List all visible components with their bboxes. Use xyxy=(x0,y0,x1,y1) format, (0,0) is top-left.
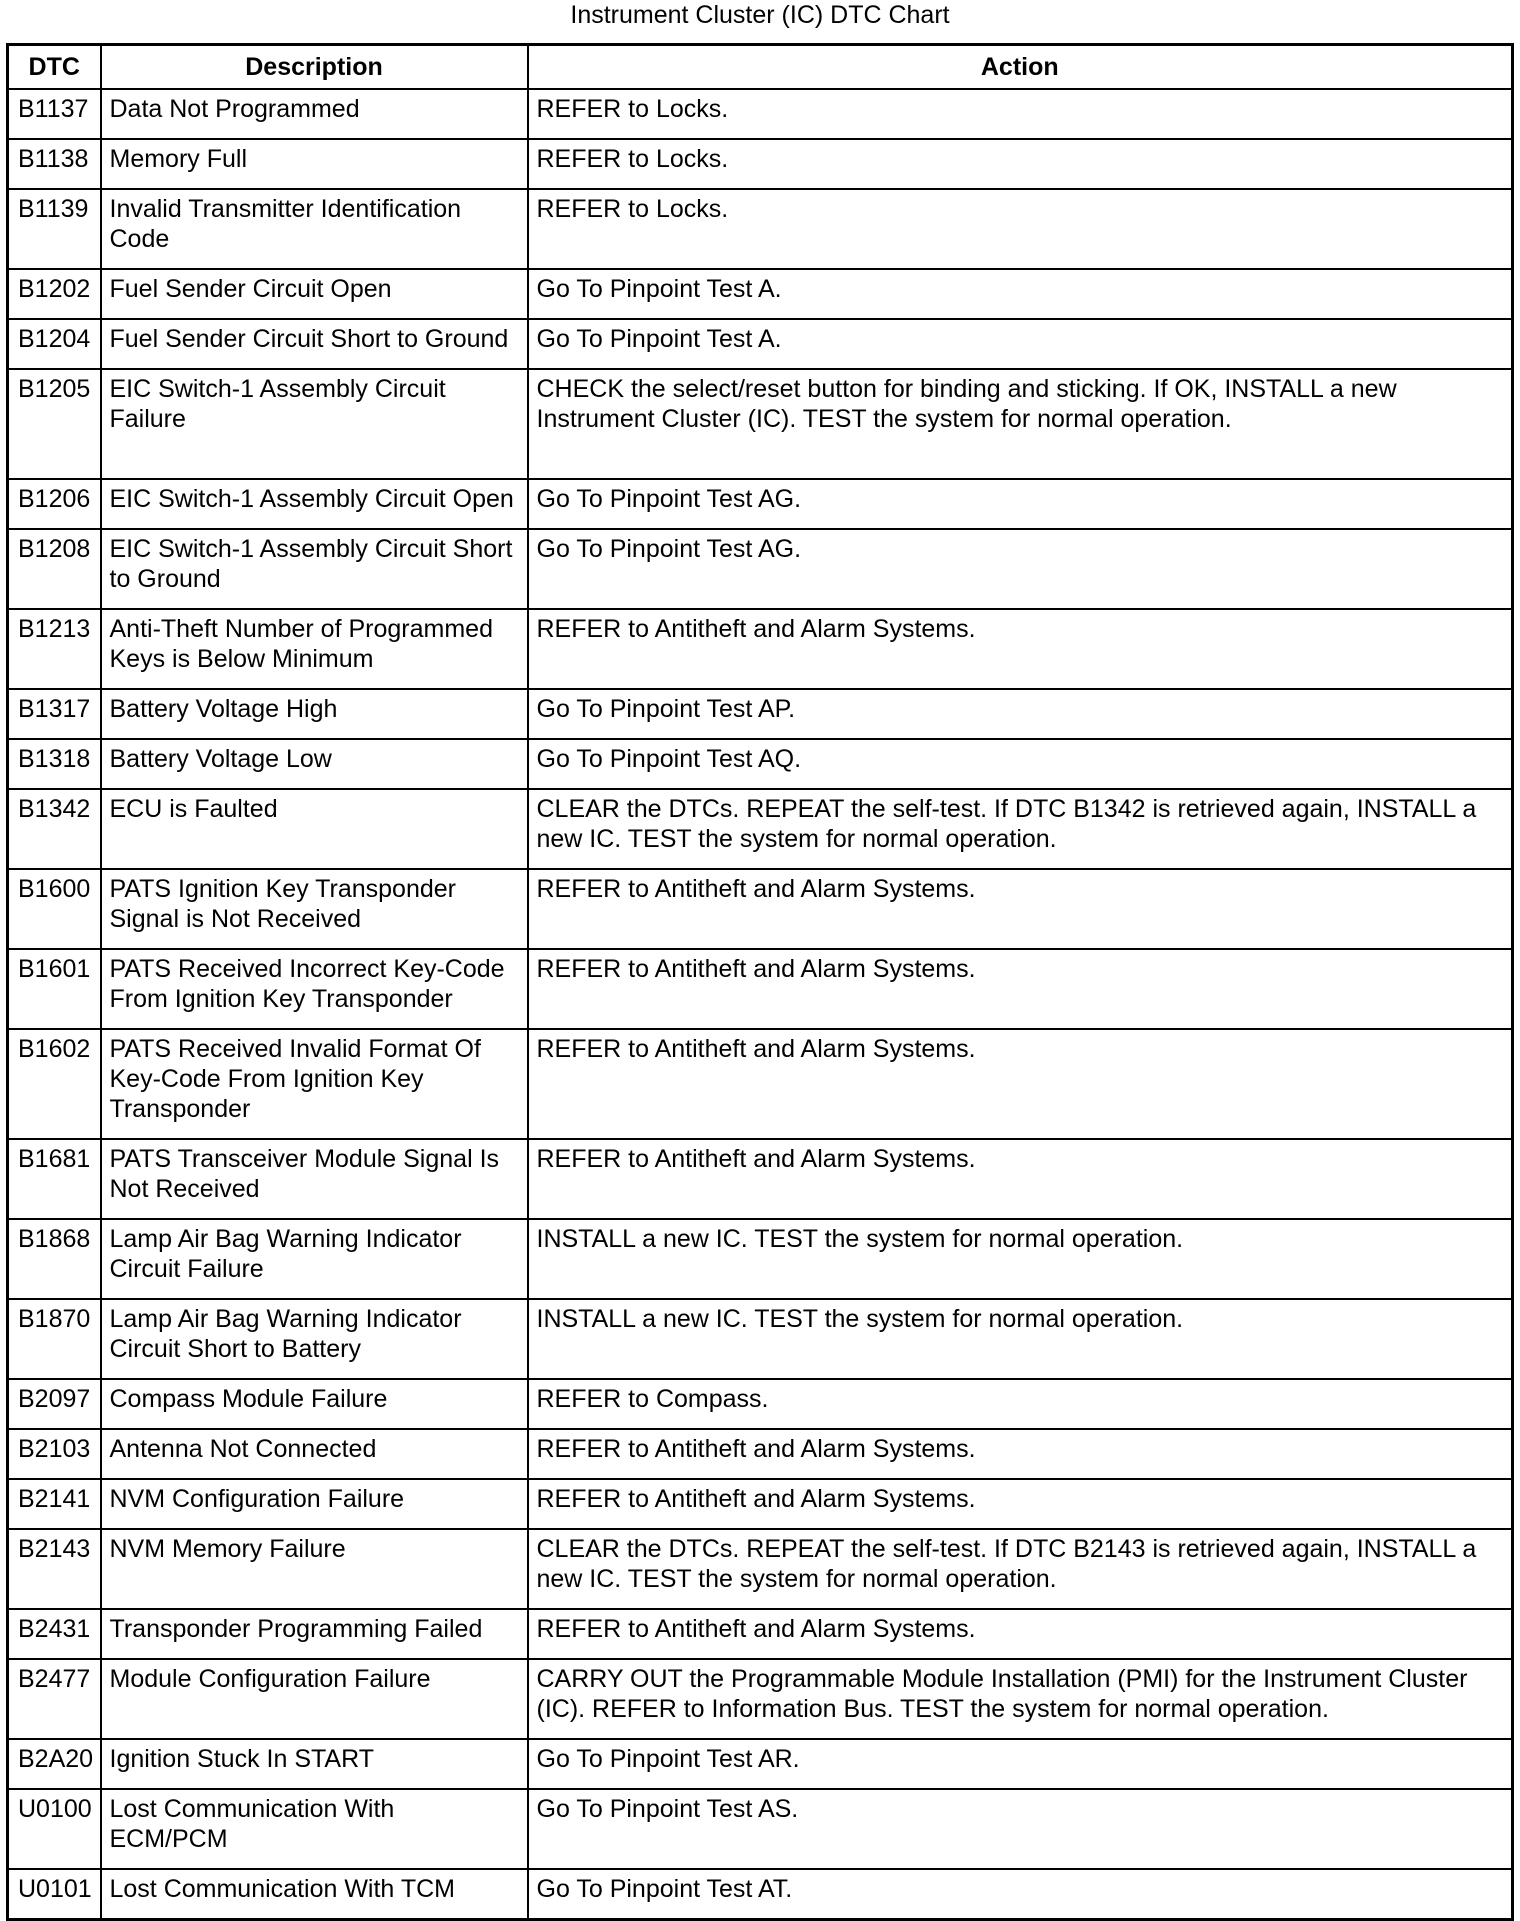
action-cell: Go To Pinpoint Test AR. xyxy=(528,1739,1513,1789)
description-cell: PATS Received Incorrect Key-Code From Ignition Key Transponder xyxy=(101,949,528,1029)
table-row xyxy=(8,1529,1513,1609)
action-cell: REFER to Antitheft and Alarm Systems. xyxy=(528,869,1513,949)
dtc-code-cell: B1208 xyxy=(8,529,101,609)
description-cell: Transponder Programming Failed xyxy=(101,1609,528,1659)
dtc-table xyxy=(6,43,1514,1921)
action-cell: CLEAR the DTCs. REPEAT the self-test. If DTC B2143 is retrieved again, INSTALL a new IC. TEST the system for normal operation. xyxy=(528,1529,1513,1609)
table-row xyxy=(8,319,1513,369)
description-cell: Fuel Sender Circuit Short to Ground xyxy=(101,319,528,369)
description-cell: Anti-Theft Number of Programmed Keys is Below Minimum xyxy=(101,609,528,689)
description-cell: EIC Switch-1 Assembly Circuit Failure xyxy=(101,369,528,479)
description-cell: EIC Switch-1 Assembly Circuit Open xyxy=(101,479,528,529)
dtc-code-cell: U0100 xyxy=(8,1789,101,1869)
action-cell: REFER to Locks. xyxy=(528,139,1513,189)
description-cell: Lamp Air Bag Warning Indicator Circuit Failure xyxy=(101,1219,528,1299)
action-cell: Go To Pinpoint Test AG. xyxy=(528,529,1513,609)
description-cell: Lost Communication With TCM xyxy=(101,1869,528,1920)
dtc-code-cell: B1342 xyxy=(8,789,101,869)
table-row xyxy=(8,689,1513,739)
dtc-code-cell: B2143 xyxy=(8,1529,101,1609)
dtc-code-cell: B1318 xyxy=(8,739,101,789)
dtc-code-cell: B1317 xyxy=(8,689,101,739)
action-cell: REFER to Antitheft and Alarm Systems. xyxy=(528,1029,1513,1139)
table-row xyxy=(8,1139,1513,1219)
action-cell: REFER to Antitheft and Alarm Systems. xyxy=(528,1609,1513,1659)
description-cell: Lamp Air Bag Warning Indicator Circuit Short to Battery xyxy=(101,1299,528,1379)
description-cell: Ignition Stuck In START xyxy=(101,1739,528,1789)
column-header-action: Action xyxy=(528,45,1513,90)
page-title: Instrument Cluster (IC) DTC Chart xyxy=(570,1,950,29)
table-row xyxy=(8,1659,1513,1739)
description-cell: EIC Switch-1 Assembly Circuit Short to Ground xyxy=(101,529,528,609)
table-row xyxy=(8,609,1513,689)
table-row xyxy=(8,1029,1513,1139)
dtc-code-cell: B2097 xyxy=(8,1379,101,1429)
dtc-code-cell: B1870 xyxy=(8,1299,101,1379)
table-row xyxy=(8,1479,1513,1529)
dtc-code-cell: B1602 xyxy=(8,1029,101,1139)
action-cell: Go To Pinpoint Test AP. xyxy=(528,689,1513,739)
dtc-code-cell: B1681 xyxy=(8,1139,101,1219)
column-header-dtc: DTC xyxy=(8,45,101,90)
description-cell: Data Not Programmed xyxy=(101,89,528,139)
table-row xyxy=(8,1869,1513,1920)
description-cell: Compass Module Failure xyxy=(101,1379,528,1429)
action-cell: INSTALL a new IC. TEST the system for normal operation. xyxy=(528,1219,1513,1299)
description-cell: ECU is Faulted xyxy=(101,789,528,869)
dtc-code-cell: B1206 xyxy=(8,479,101,529)
table-row xyxy=(8,739,1513,789)
description-cell: Fuel Sender Circuit Open xyxy=(101,269,528,319)
description-cell: NVM Memory Failure xyxy=(101,1529,528,1609)
action-cell: REFER to Antitheft and Alarm Systems. xyxy=(528,609,1513,689)
action-cell: CHECK the select/reset button for binding and sticking. If OK, INSTALL a new Instrument Cluster (IC). TEST the system for normal operation. xyxy=(528,369,1513,479)
dtc-code-cell: B1204 xyxy=(8,319,101,369)
description-cell: Antenna Not Connected xyxy=(101,1429,528,1479)
dtc-code-cell: B1600 xyxy=(8,869,101,949)
dtc-code-cell: B1139 xyxy=(8,189,101,269)
action-cell: Go To Pinpoint Test AT. xyxy=(528,1869,1513,1920)
table-row xyxy=(8,1379,1513,1429)
action-cell: CLEAR the DTCs. REPEAT the self-test. If DTC B1342 is retrieved again, INSTALL a new IC. TEST the system for normal operation. xyxy=(528,789,1513,869)
description-cell: Module Configuration Failure xyxy=(101,1659,528,1739)
table-row xyxy=(8,949,1513,1029)
table-row xyxy=(8,479,1513,529)
description-cell: Invalid Transmitter Identification Code xyxy=(101,189,528,269)
table-row xyxy=(8,1789,1513,1869)
column-header-description: Description xyxy=(101,45,528,90)
action-cell: Go To Pinpoint Test A. xyxy=(528,319,1513,369)
action-cell: INSTALL a new IC. TEST the system for normal operation. xyxy=(528,1299,1513,1379)
description-cell: PATS Received Invalid Format Of Key-Code From Ignition Key Transponder xyxy=(101,1029,528,1139)
dtc-code-cell: B1205 xyxy=(8,369,101,479)
description-cell: Battery Voltage Low xyxy=(101,739,528,789)
table-row xyxy=(8,529,1513,609)
table-row xyxy=(8,89,1513,139)
table-row xyxy=(8,1609,1513,1659)
dtc-code-cell: B2A20 xyxy=(8,1739,101,1789)
table-row xyxy=(8,1219,1513,1299)
description-cell: PATS Ignition Key Transponder Signal is Not Received xyxy=(101,869,528,949)
action-cell: REFER to Locks. xyxy=(528,189,1513,269)
action-cell: REFER to Antitheft and Alarm Systems. xyxy=(528,1429,1513,1479)
table-row xyxy=(8,189,1513,269)
dtc-code-cell: B1137 xyxy=(8,89,101,139)
description-cell: PATS Transceiver Module Signal Is Not Received xyxy=(101,1139,528,1219)
action-cell: REFER to Locks. xyxy=(528,89,1513,139)
dtc-code-cell: B2141 xyxy=(8,1479,101,1529)
action-cell: Go To Pinpoint Test A. xyxy=(528,269,1513,319)
table-row xyxy=(8,369,1513,479)
dtc-code-cell: B2431 xyxy=(8,1609,101,1659)
action-cell: REFER to Compass. xyxy=(528,1379,1513,1429)
dtc-code-cell: B2103 xyxy=(8,1429,101,1479)
dtc-code-cell: B2477 xyxy=(8,1659,101,1739)
table-row xyxy=(8,1429,1513,1479)
table-row xyxy=(8,139,1513,189)
description-cell: Battery Voltage High xyxy=(101,689,528,739)
action-cell: REFER to Antitheft and Alarm Systems. xyxy=(528,949,1513,1029)
dtc-code-cell: B1601 xyxy=(8,949,101,1029)
table-row xyxy=(8,1299,1513,1379)
description-cell: Lost Communication With ECM/PCM xyxy=(101,1789,528,1869)
action-cell: REFER to Antitheft and Alarm Systems. xyxy=(528,1479,1513,1529)
description-cell: NVM Configuration Failure xyxy=(101,1479,528,1529)
dtc-code-cell: B1213 xyxy=(8,609,101,689)
table-row xyxy=(8,269,1513,319)
description-cell: Memory Full xyxy=(101,139,528,189)
table-row xyxy=(8,869,1513,949)
action-cell: Go To Pinpoint Test AG. xyxy=(528,479,1513,529)
dtc-code-cell: B1202 xyxy=(8,269,101,319)
dtc-code-cell: U0101 xyxy=(8,1869,101,1920)
table-row xyxy=(8,1739,1513,1789)
action-cell: Go To Pinpoint Test AS. xyxy=(528,1789,1513,1869)
table-header-row xyxy=(8,45,1513,90)
dtc-code-cell: B1138 xyxy=(8,139,101,189)
action-cell: Go To Pinpoint Test AQ. xyxy=(528,739,1513,789)
action-cell: REFER to Antitheft and Alarm Systems. xyxy=(528,1139,1513,1219)
table-row xyxy=(8,789,1513,869)
dtc-code-cell: B1868 xyxy=(8,1219,101,1299)
action-cell: CARRY OUT the Programmable Module Installation (PMI) for the Instrument Cluster (IC). REFER to Information Bus. TEST the system for normal operation. xyxy=(528,1659,1513,1739)
